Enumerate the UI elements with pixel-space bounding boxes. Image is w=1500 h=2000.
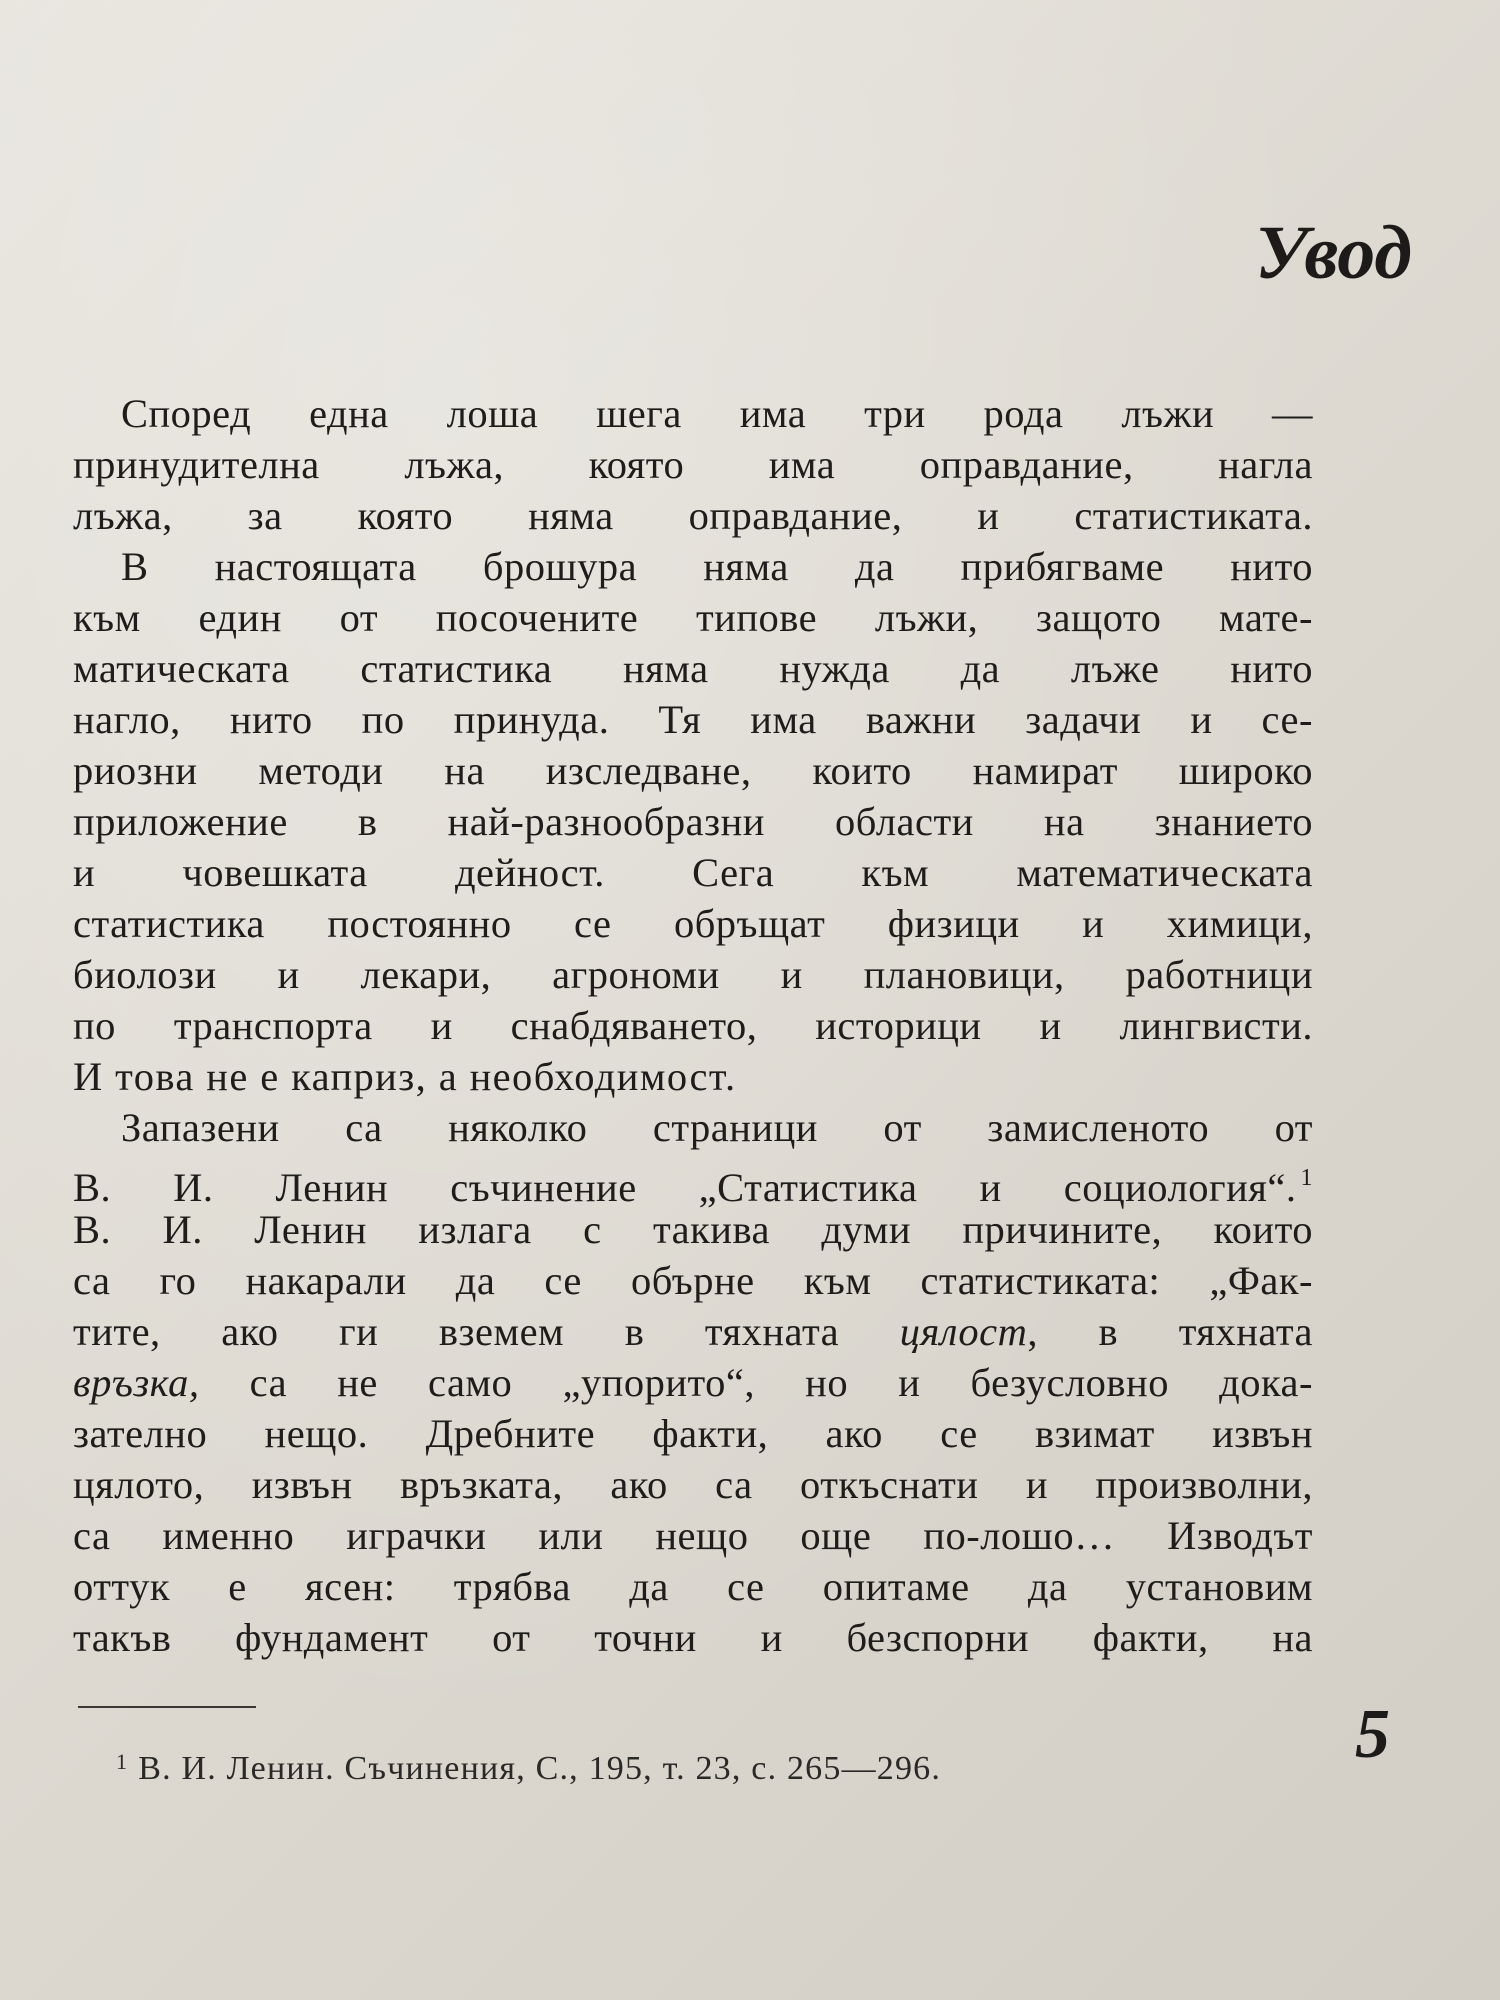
text-segment: В. И. Ленин съчинение „Статистика и социология“. (73, 1165, 1297, 1210)
body-text (73, 388, 1313, 1663)
text-line: и човешката дейност. Сега към математическата (73, 850, 1313, 895)
text-line: статистика постоянно се обръщат физици и химици, (73, 901, 1313, 946)
text-line: принудителна лъжа, която има оправдание, нагла (73, 442, 1313, 487)
text-line: матическата статистика няма нужда да лъже нито (73, 646, 1313, 691)
text-line: приложение в най-разнообразни области на знанието (73, 799, 1313, 844)
text-line: В настоящата брошура няма да прибягваме нито (121, 544, 1313, 589)
footnote-divider (78, 1706, 256, 1708)
paragraph-2 (73, 541, 1313, 1102)
footnote-reference[interactable]: 1 (1300, 1165, 1313, 1191)
page-number: 5 (1355, 1696, 1390, 1773)
text-line: са го накарали да се обърне към статистиката: „Фак- (73, 1258, 1313, 1303)
text-line (73, 1357, 1313, 1408)
text-line: риозни методи на изследване, които намират широко (73, 748, 1313, 793)
text-segment: , в тяхната (1027, 1309, 1314, 1354)
text-line: И това не е каприз, а необходимост. (73, 1054, 737, 1099)
text-line: по транспорта и снабдяването, историци и лингвисти. (73, 1003, 1313, 1048)
chapter-title: Увод (1255, 211, 1412, 295)
footnote-text: В. И. Ленин. Съчинения, С., 195, т. 23, с. 265—296. (138, 1750, 942, 1787)
text-line: нагло, нито по принуда. Тя има важни задачи и се- (73, 697, 1313, 742)
text-line: Според една лоша шега има три рода лъжи — (121, 391, 1313, 436)
paragraph-3 (73, 1102, 1313, 1663)
text-line: цялото, извън връзката, ако са откъснати и произволни, (73, 1462, 1313, 1507)
text-line (73, 1306, 1313, 1357)
text-line: В. И. Ленин излага с такива думи причините, които (73, 1207, 1313, 1252)
text-line: такъв фундамент от точни и безспорни факти, на (73, 1615, 1313, 1660)
text-line: биолози и лекари, агрономи и плановици, работници (73, 952, 1313, 997)
text-line (73, 1153, 1313, 1210)
text-line: са именно играчки или нещо още по-лошо… Изводът (73, 1513, 1313, 1558)
text-line: към един от посочените типове лъжи, защото мате- (73, 595, 1313, 640)
text-line: лъжа, за която няма оправдание, и статистиката. (73, 493, 1313, 538)
paragraph-1 (73, 388, 1313, 541)
text-segment: тите, ако ги вземем в тяхната (73, 1309, 900, 1354)
emphasis-text: цялост (899, 1309, 1028, 1354)
emphasis-text: връзка, (73, 1360, 200, 1405)
text-line: зателно нещо. Дребните факти, ако се взимат извън (73, 1411, 1313, 1456)
footnote-marker: 1 (116, 1749, 129, 1774)
text-line: оттук е ясен: трябва да се опитаме да установим (73, 1564, 1313, 1609)
text-segment: са не само „упорито“, но и безусловно дока- (199, 1360, 1313, 1405)
footnote (116, 1742, 941, 1789)
text-line: Запазени са няколко страници от замисленото от (121, 1105, 1313, 1150)
